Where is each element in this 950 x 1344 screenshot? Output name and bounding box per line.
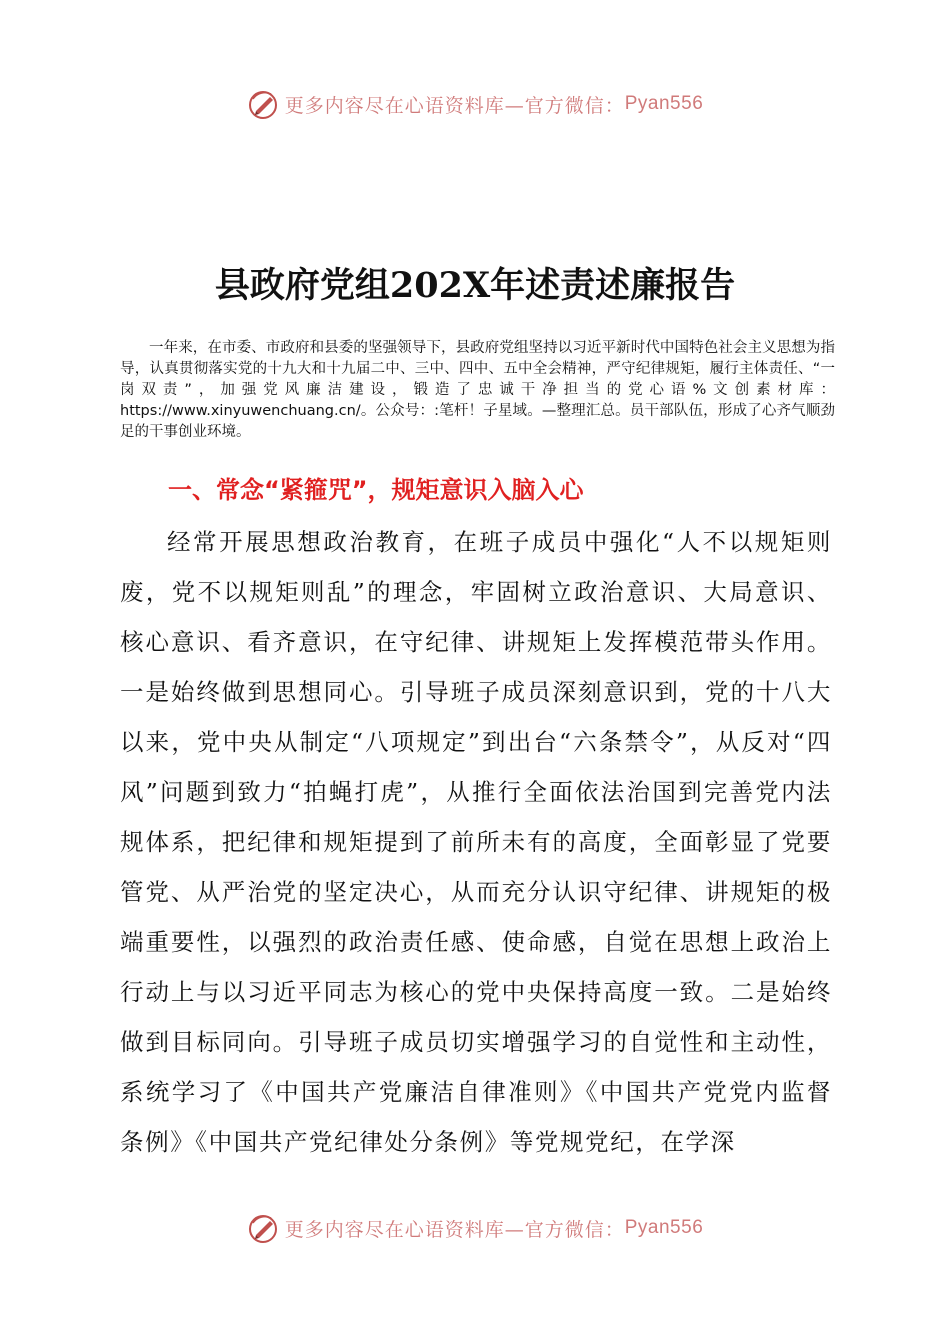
header-banner	[0, 84, 950, 124]
section-heading: 一、常念“紧箍咒”，规矩意识入脑入心	[168, 476, 584, 504]
banner-text: 更多内容尽在心语资料库—官方微信：	[284, 94, 625, 117]
banner-text: 更多内容尽在心语资料库—官方微信：	[284, 1218, 625, 1241]
banner-wechat-id: Pyan556	[624, 93, 704, 114]
document-title: 县政府党组202X年述责述廉报告	[214, 265, 736, 306]
intro-paragraph: 一年来，在市委、市政府和县委的坚强领导下，县政府党组坚持以习近平新时代中国特色社会主义思想为指导，认真贯彻落实党的十九大和十九届二中、三中、四中、五中全会精神，严守纪律规矩，履行主体责任、“一岗双责”，加强党风廉洁建设，锻造了忠诚干净担当的党心语%文创素材库：https://www.xinyuwenchuang.cn/。公众号：:笔杆！子星域。—整理汇总。员干部队伍，形成了心齐气顺劲足的干事创业环境。	[120, 340, 835, 440]
pen-logo-icon	[247, 87, 281, 121]
footer-banner	[0, 1208, 950, 1248]
pen-logo-icon	[247, 1211, 281, 1245]
banner-wechat-id: Pyan556	[624, 1217, 704, 1238]
section-body-paragraph: 经常开展思想政治教育，在班子成员中强化“人不以规矩则废，党不以规矩则乱”的理念，牢固树立政治意识、大局意识、核心意识、看齐意识，在守纪律、讲规矩上发挥模范带头作用。一是始终做到思想同心。引导班子成员深刻意识到，党的十八大以来，党中央从制定“八项规定”到出台“六条禁令”，从反对“四风”问题到致力“拍蝇打虎”，从推行全面依法治国到完善党内法规体系，把纪律和规矩提到了前所未有的高度，全面彰显了党要管党、从严治党的坚定决心，从而充分认识守纪律、讲规矩的极端重要性，以强烈的政治责任感、使命感，自觉在思想上政治上行动上与以习近平同志为核心的党中央保持高度一致。二是始终做到目标同向。引导班子成员切实增强学习的自觉性和主动性，系统学习了《中国共产党廉洁自律准则》《中国共产党党内监督条例》《中国共产党纪律处分条例》等党规党纪，在学深	[120, 528, 832, 1156]
